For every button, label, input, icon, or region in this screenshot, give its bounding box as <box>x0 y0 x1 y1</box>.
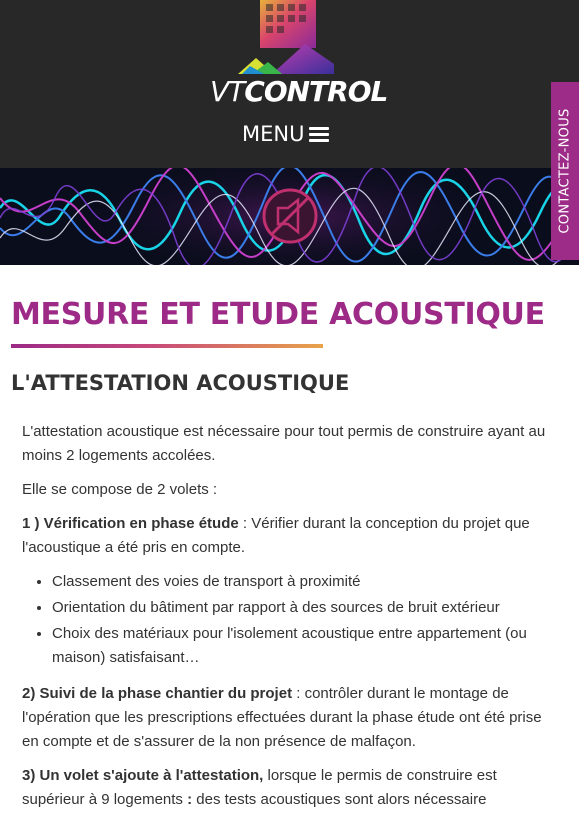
list-item: • Orientation du bâtiment par rapport à des sources de bruit extérieur <box>52 596 562 620</box>
contact-tab-label: CONTACTEZ-NOUS <box>557 108 573 234</box>
brand-wordmark-bold: CONTROL <box>244 75 388 108</box>
volet-tests-text: lorsque le permis de construire est supérieur à 9 logements <box>22 767 497 808</box>
criteria-list <box>22 570 562 670</box>
paragraph-chantier <box>22 682 562 754</box>
paragraph-phase-etude <box>22 512 562 560</box>
hamburger-icon[interactable] <box>309 126 329 143</box>
acoustic-banner <box>0 168 579 265</box>
site-header <box>0 0 579 168</box>
volet-tests-text-end: des tests acoustiques sont alors nécessaire <box>192 791 487 808</box>
phase-etude-text: : Vérifier durant la conception du projet que l'acoustique a été pris en compte. <box>22 515 530 556</box>
menu-button[interactable] <box>242 120 329 148</box>
chantier-heading: 2) Suivi de la phase chantier du projet <box>22 685 293 702</box>
paragraph-volet-tests <box>22 764 562 812</box>
paragraph-intro: L'attestation acoustique est nécessaire pour tout permis de construire ayant au moins 2 logements accolées. <box>22 423 546 464</box>
list-item: • Choix des matériaux pour l'isolement acoustique entre appartement (ou maison) satisfaisant… <box>52 622 562 670</box>
volet-tests-colon: : <box>187 791 193 808</box>
paragraph-volets: Elle se compose de 2 volets : <box>22 481 218 498</box>
chantier-text: : contrôler durant le montage de l'opération que les prescriptions effectuées durant la phase étude ont été prise en compte et de s'assurer de la non présence de malfaçon. <box>22 685 542 750</box>
menu-label: MENU <box>242 122 305 146</box>
title-underline <box>11 344 323 348</box>
phase-etude-heading: 1 ) Vérification en phase étude <box>22 515 239 532</box>
page-title: MESURE ET ETUDE ACOUSTIQUE <box>11 297 545 332</box>
brand-wordmark-thin: VT <box>210 75 245 108</box>
no-noise-icon <box>264 190 316 242</box>
sound-wave-graphic <box>0 168 579 265</box>
contact-tab[interactable] <box>551 82 579 260</box>
article-body <box>22 420 562 822</box>
brand-wordmark[interactable] <box>210 75 388 108</box>
list-item: • Classement des voies de transport à proximité <box>52 570 562 594</box>
section-title: L'ATTESTATION ACOUSTIQUE <box>11 371 350 395</box>
volet-tests-heading: 3) Un volet s'ajoute à l'attestation, <box>22 767 264 784</box>
